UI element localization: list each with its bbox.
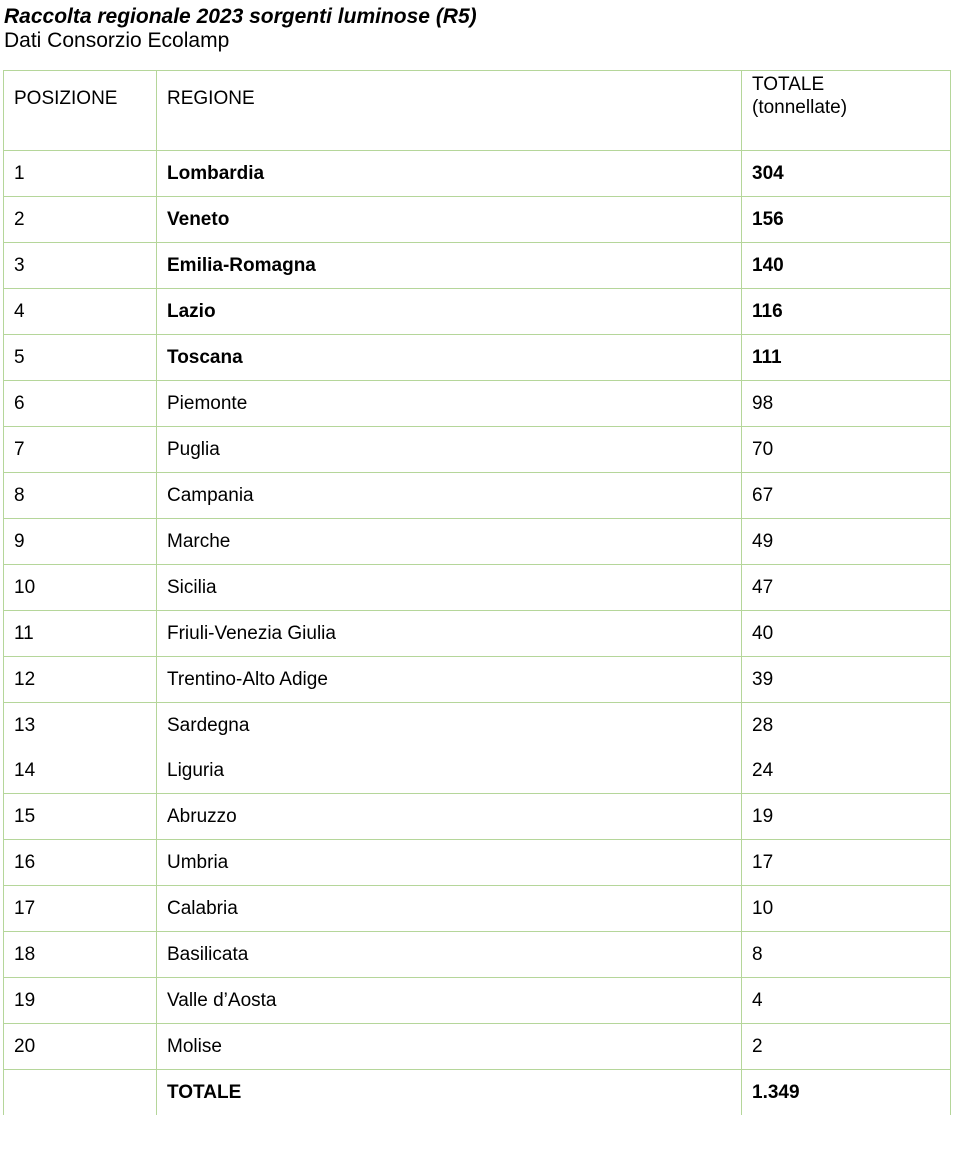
cell-position: 14	[4, 748, 157, 794]
cell-region: Sardegna	[157, 703, 742, 749]
table-row	[4, 243, 951, 289]
cell-total: 8	[742, 932, 951, 978]
page-subtitle: Dati Consorzio Ecolamp	[4, 29, 230, 52]
cell-region: Umbria	[157, 840, 742, 886]
cell-position: 1	[4, 151, 157, 197]
page-title: Raccolta regionale 2023 sorgenti luminose (R5)	[4, 5, 477, 28]
cell-region: Toscana	[157, 335, 742, 381]
cell-total: 19	[742, 794, 951, 840]
table-row	[4, 657, 951, 703]
cell-total: 49	[742, 519, 951, 565]
cell-total: 4	[742, 978, 951, 1024]
header-total-unit: (tonnellate)	[752, 97, 848, 118]
cell-total: 98	[742, 381, 951, 427]
table-row	[4, 611, 951, 657]
table-row	[4, 978, 951, 1024]
cell-position: 7	[4, 427, 157, 473]
cell-total: 10	[742, 886, 951, 932]
table-row	[4, 197, 951, 243]
cell-position: 6	[4, 381, 157, 427]
cell-total: 140	[742, 243, 951, 289]
cell-region: Molise	[157, 1024, 742, 1070]
cell-region: Valle d’Aosta	[157, 978, 742, 1024]
cell-total: 39	[742, 657, 951, 703]
cell-position: 11	[4, 611, 157, 657]
cell-region: Lazio	[157, 289, 742, 335]
cell-total: 70	[742, 427, 951, 473]
cell-total: 47	[742, 565, 951, 611]
cell-region: Liguria	[157, 748, 742, 794]
cell-region: Marche	[157, 519, 742, 565]
cell-total-value: 1.349	[742, 1070, 951, 1116]
cell-region: Puglia	[157, 427, 742, 473]
cell-position: 10	[4, 565, 157, 611]
cell-position: 4	[4, 289, 157, 335]
table-body	[4, 71, 951, 1116]
table-row	[4, 1024, 951, 1070]
cell-region: Friuli-Venezia Giulia	[157, 611, 742, 657]
cell-region: Abruzzo	[157, 794, 742, 840]
cell-total: 156	[742, 197, 951, 243]
cell-total: 40	[742, 611, 951, 657]
table-row	[4, 886, 951, 932]
cell-position: 18	[4, 932, 157, 978]
table-total-row	[4, 1070, 951, 1116]
cell-total: 17	[742, 840, 951, 886]
cell-position: 15	[4, 794, 157, 840]
cell-position: 2	[4, 197, 157, 243]
cell-total-label: TOTALE	[157, 1070, 742, 1116]
cell-total: 28	[742, 703, 951, 749]
header-position: POSIZIONE	[4, 71, 157, 151]
table-row	[4, 932, 951, 978]
cell-position: 9	[4, 519, 157, 565]
regional-collection-table	[3, 70, 951, 1115]
cell-region: Piemonte	[157, 381, 742, 427]
table-row	[4, 473, 951, 519]
cell-total: 116	[742, 289, 951, 335]
cell-position: 12	[4, 657, 157, 703]
table-row	[4, 519, 951, 565]
table-row	[4, 151, 951, 197]
cell-position: 16	[4, 840, 157, 886]
cell-region: Lombardia	[157, 151, 742, 197]
cell-total: 24	[742, 748, 951, 794]
table-row	[4, 427, 951, 473]
cell-position: 8	[4, 473, 157, 519]
cell-position: 3	[4, 243, 157, 289]
cell-position: 20	[4, 1024, 157, 1070]
table-row	[4, 335, 951, 381]
cell-total-empty	[4, 1070, 157, 1116]
table-row	[4, 748, 951, 794]
cell-region: Sicilia	[157, 565, 742, 611]
cell-position: 17	[4, 886, 157, 932]
header-total-label: TOTALE	[752, 74, 825, 95]
cell-position: 13	[4, 703, 157, 749]
cell-region: Trentino-Alto Adige	[157, 657, 742, 703]
table-row	[4, 381, 951, 427]
header-total	[742, 71, 951, 151]
table-row	[4, 794, 951, 840]
table-row	[4, 703, 951, 749]
cell-total: 2	[742, 1024, 951, 1070]
cell-region: Calabria	[157, 886, 742, 932]
cell-region: Basilicata	[157, 932, 742, 978]
header-region: REGIONE	[157, 71, 742, 151]
cell-position: 5	[4, 335, 157, 381]
table-row	[4, 840, 951, 886]
cell-region: Campania	[157, 473, 742, 519]
cell-region: Veneto	[157, 197, 742, 243]
cell-total: 67	[742, 473, 951, 519]
cell-total: 111	[742, 335, 951, 381]
table-row	[4, 289, 951, 335]
table-header-row	[4, 71, 951, 151]
cell-total: 304	[742, 151, 951, 197]
table-row	[4, 565, 951, 611]
cell-position: 19	[4, 978, 157, 1024]
cell-region: Emilia-Romagna	[157, 243, 742, 289]
